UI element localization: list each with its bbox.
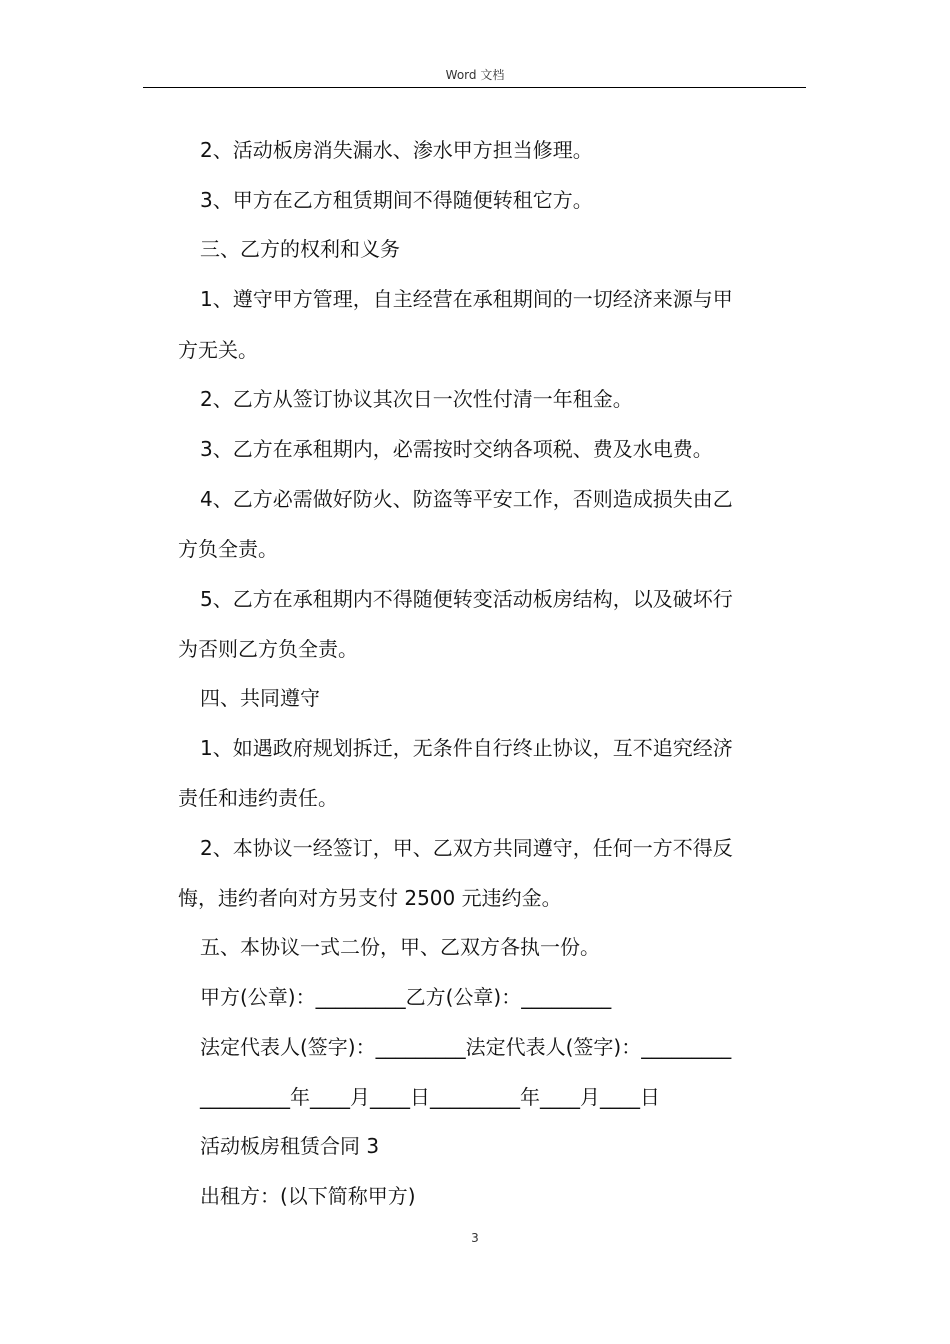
clause-4-safety-line1: 4、乙方必需做好防火、防盗等平安工作，否则造成损失由乙 bbox=[200, 487, 733, 511]
signature-seal-line: 甲方(公章)：_________乙方(公章)：_________ bbox=[200, 985, 612, 1009]
clause-1-management-line1: 1、遵守甲方管理，自主经营在承租期间的一切经济来源与甲 bbox=[200, 287, 733, 311]
page-header: Word 文档 bbox=[445, 68, 505, 82]
section-3-heading: 三、乙方的权利和义务 bbox=[200, 237, 400, 261]
clause-1-management-line2: 方无关。 bbox=[178, 338, 258, 362]
signature-date-line: _________年____月____日_________年____月____日 bbox=[200, 1085, 660, 1109]
clause-2-breach-line2: 悔，违约者向对方另支付 2500 元违约金。 bbox=[178, 886, 562, 910]
clause-3-no-sublet: 3、甲方在乙方租赁期间不得随便转租它方。 bbox=[200, 188, 593, 212]
lessor-line: 出租方：(以下简称甲方) bbox=[200, 1184, 416, 1208]
clause-3-taxes-fees: 3、乙方在承租期内，必需按时交纳各项税、费及水电费。 bbox=[200, 437, 713, 461]
clause-5-structure-line2: 为否则乙方负全责。 bbox=[178, 637, 358, 661]
clause-5-structure-line1: 5、乙方在承租期内不得随便转变活动板房结构，以及破坏行 bbox=[200, 587, 733, 611]
header-divider bbox=[143, 87, 806, 88]
clause-2-breach-line1: 2、本协议一经签订，甲、乙双方共同遵守，任何一方不得反 bbox=[200, 836, 733, 860]
clause-1-demolition-line2: 责任和违约责任。 bbox=[178, 786, 338, 810]
clause-2-rent-payment: 2、乙方从签订协议其次日一次性付清一年租金。 bbox=[200, 387, 633, 411]
page-number: 3 bbox=[471, 1231, 479, 1245]
section-4-heading: 四、共同遵守 bbox=[200, 686, 320, 710]
contract-3-title: 活动板房租赁合同 3 bbox=[200, 1134, 380, 1158]
clause-1-demolition-line1: 1、如遇政府规划拆迁，无条件自行终止协议，互不追究经济 bbox=[200, 736, 733, 760]
clause-4-safety-line2: 方负全责。 bbox=[178, 537, 278, 561]
clause-2-leak-repair: 2、活动板房消失漏水、渗水甲方担当修理。 bbox=[200, 138, 593, 162]
section-5-copies: 五、本协议一式二份，甲、乙双方各执一份。 bbox=[200, 935, 600, 959]
signature-representative-line: 法定代表人(签字)：_________法定代表人(签字)：_________ bbox=[200, 1035, 732, 1059]
